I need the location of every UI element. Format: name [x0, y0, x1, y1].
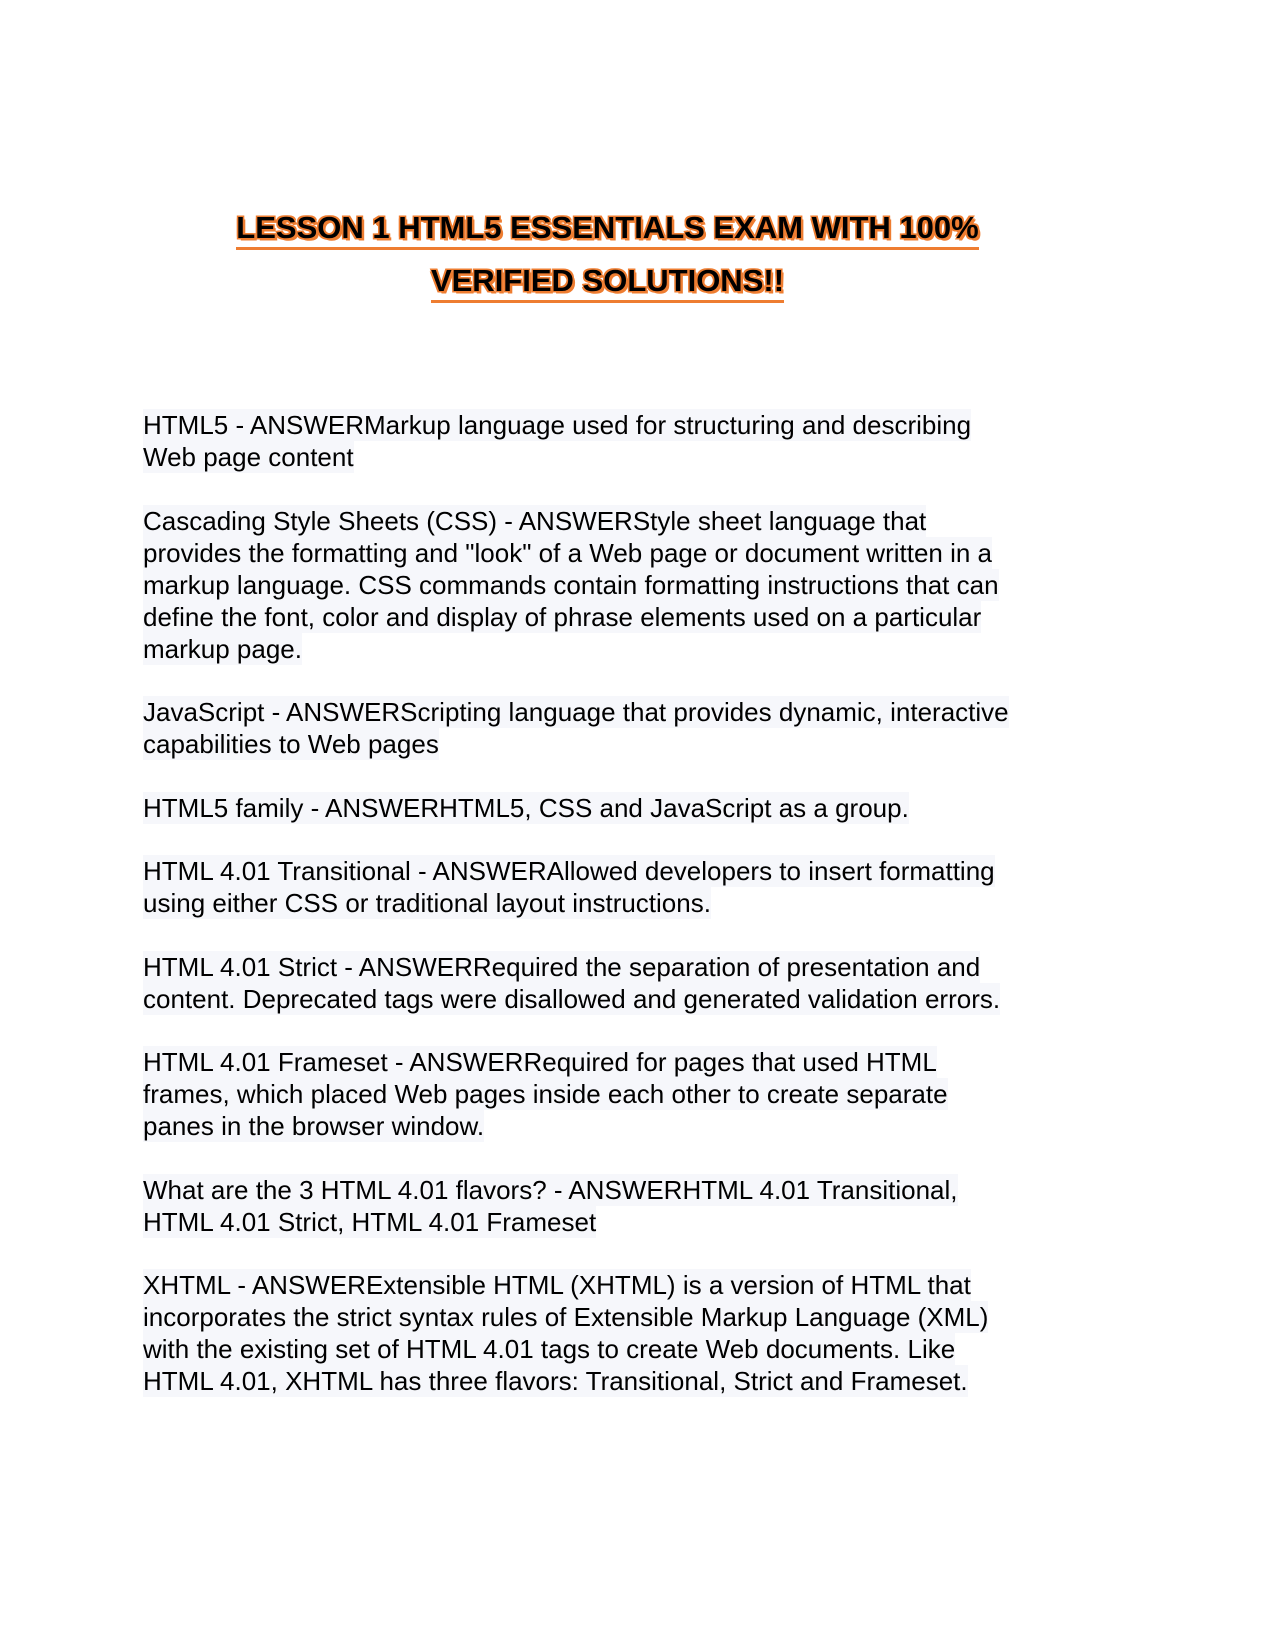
qa-line	[143, 1078, 1143, 1110]
qa-line-text: HTML 4.01 Frameset - ANSWERRequired for pages that used HTML	[143, 1047, 937, 1077]
qa-line	[143, 633, 1143, 665]
qa-line	[143, 792, 1143, 824]
qa-line-text: HTML 4.01, XHTML has three flavors: Transitional, Strict and Frameset.	[143, 1366, 968, 1396]
qa-line-text: markup language. CSS commands contain formatting instructions that can	[143, 569, 999, 600]
qa-entry	[143, 696, 1143, 760]
qa-line-text: HTML5 family - ANSWERHTML5, CSS and JavaScript as a group.	[143, 792, 909, 823]
qa-line-text: HTML 4.01 Transitional - ANSWERAllowed developers to insert formatting	[143, 856, 995, 886]
qa-line	[143, 1174, 1143, 1206]
qa-line	[143, 409, 1143, 441]
qa-line	[143, 441, 1143, 473]
qa-line	[143, 505, 1143, 537]
qa-line-text: using either CSS or traditional layout instructions.	[143, 888, 711, 918]
qa-entry	[143, 1174, 1143, 1238]
qa-line	[143, 1269, 1143, 1301]
qa-line-text: HTML 4.01 Strict - ANSWERRequired the separation of presentation and	[143, 951, 981, 982]
qa-line	[143, 1365, 1143, 1397]
qa-line	[143, 1206, 1143, 1238]
qa-list	[143, 409, 1143, 1429]
qa-line	[143, 1301, 1143, 1333]
qa-line-text: HTML5 - ANSWERMarkup language used for structuring and describing	[143, 410, 972, 440]
qa-line-text: Cascading Style Sheets (CSS) - ANSWERStyle sheet language that	[143, 505, 927, 536]
qa-entry	[143, 409, 1143, 473]
qa-line	[143, 696, 1143, 728]
qa-line-text: XHTML - ANSWERExtensible HTML (XHTML) is a version of HTML that	[143, 1270, 971, 1300]
qa-line-text: capabilities to Web pages	[143, 729, 439, 759]
qa-line-text: JavaScript - ANSWERScripting language that provides dynamic, interactive	[143, 697, 1009, 727]
qa-line-text: provides the formatting and "look" of a Web page or document written in a	[143, 537, 993, 568]
qa-line	[143, 1110, 1143, 1142]
qa-line	[143, 983, 1143, 1015]
qa-line-text: content. Deprecated tags were disallowed and generated validation errors.	[143, 983, 1001, 1014]
qa-line	[143, 1046, 1143, 1078]
qa-line	[143, 887, 1143, 919]
qa-line	[143, 537, 1143, 569]
qa-line	[143, 569, 1143, 601]
document-title	[0, 205, 1215, 311]
qa-entry	[143, 505, 1143, 665]
qa-entry	[143, 1046, 1143, 1142]
qa-line	[143, 601, 1143, 633]
qa-line	[143, 855, 1143, 887]
qa-line-text: frames, which placed Web pages inside each other to create separate	[143, 1079, 948, 1109]
qa-line-text: HTML 4.01 Strict, HTML 4.01 Frameset	[143, 1206, 597, 1237]
qa-entry	[143, 855, 1143, 919]
qa-line-text: define the font, color and display of phrase elements used on a particular	[143, 601, 982, 632]
qa-entry	[143, 1269, 1143, 1397]
qa-line-text: incorporates the strict syntax rules of Extensible Markup Language (XML)	[143, 1302, 989, 1332]
qa-entry	[143, 951, 1143, 1015]
title-line-2: VERIFIED SOLUTIONS!!	[431, 262, 784, 303]
title-line-1: LESSON 1 HTML5 ESSENTIALS EXAM WITH 100%	[236, 209, 978, 250]
qa-entry	[143, 792, 1143, 824]
qa-line	[143, 728, 1143, 760]
qa-line-text: panes in the browser window.	[143, 1111, 485, 1141]
qa-line	[143, 1333, 1143, 1365]
qa-line-text: markup page.	[143, 633, 302, 664]
qa-line-text: with the existing set of HTML 4.01 tags to create Web documents. Like	[143, 1334, 956, 1364]
qa-line-text: Web page content	[143, 442, 354, 472]
qa-line-text: What are the 3 HTML 4.01 flavors? - ANSWERHTML 4.01 Transitional,	[143, 1174, 958, 1205]
qa-line	[143, 951, 1143, 983]
